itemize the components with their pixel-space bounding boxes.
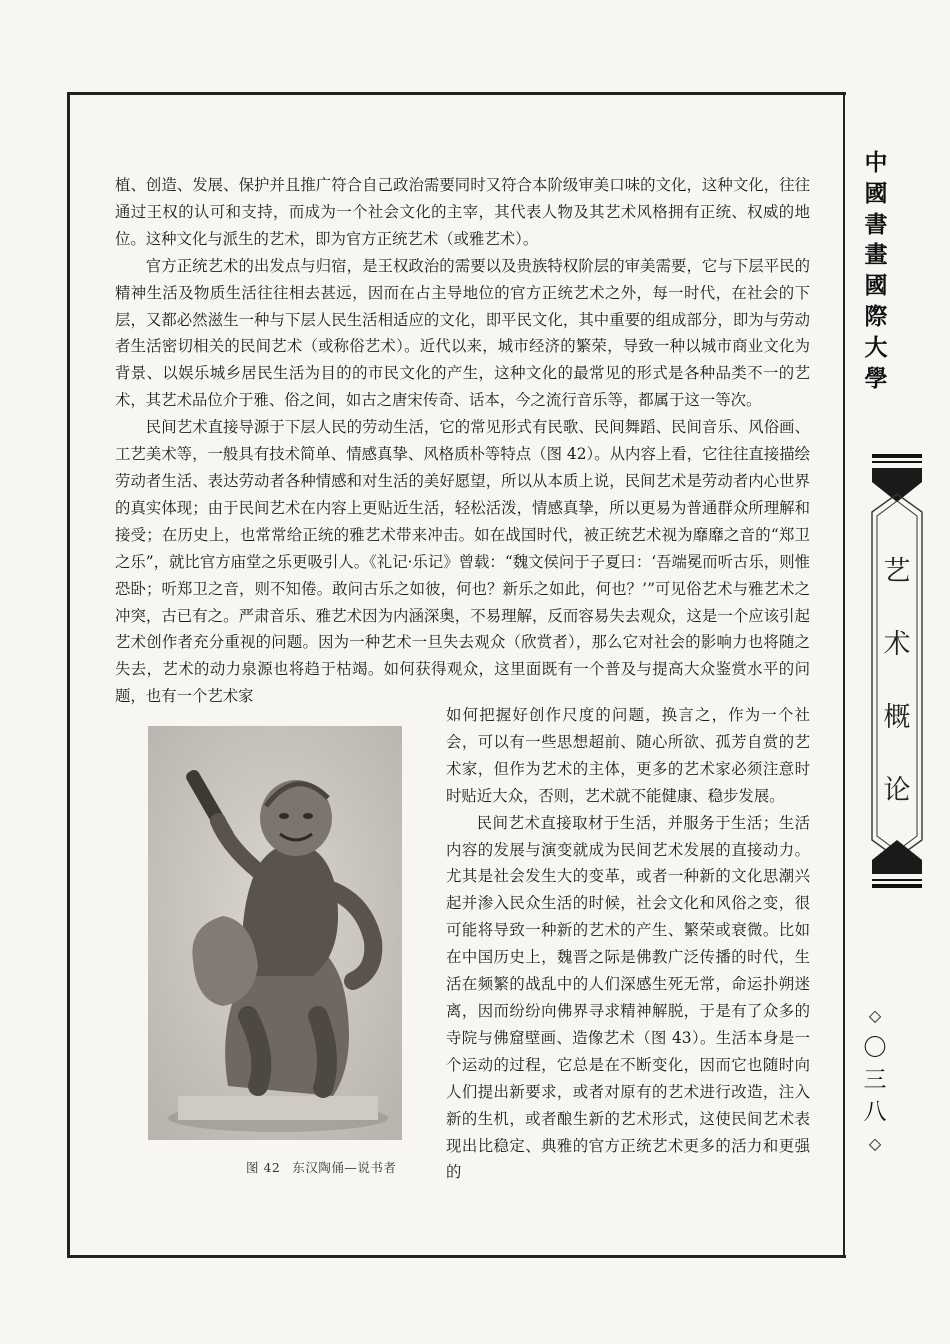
figure-caption <box>246 1158 396 1176</box>
page-number-char: 八 <box>863 1099 887 1125</box>
university-char: 國 <box>864 272 888 300</box>
university-char: 中 <box>864 149 888 176</box>
paragraph-3-continued: 如何把握好创作尺度的问题，换言之，作为一个社会，可以有一些思想超前、随心所欲、孤芳自赏的艺术家，但作为艺术的主体，更多的艺术家必须注意时时贴近大众，否则，艺术就不能健康、稳步发展。 <box>446 706 810 805</box>
diamond-icon: ◇ <box>868 1134 882 1153</box>
university-char: 學 <box>864 364 888 392</box>
diamond-icon: ◇ <box>868 1006 882 1025</box>
storyteller-figurine-illustration <box>148 726 402 1140</box>
page-number-char: 三 <box>863 1067 887 1093</box>
page-number-char: 〇 <box>863 1035 887 1061</box>
page-number-vertical <box>860 1000 890 1160</box>
main-text <box>115 172 810 710</box>
university-name-vertical <box>858 148 894 394</box>
book-title-char: 术 <box>883 629 911 660</box>
book-title-char: 艺 <box>883 556 911 587</box>
book-title-char: 论 <box>883 775 911 806</box>
paragraph-1: 植、创造、发展、保护并且推广符合自己政治需要同时又符合本阶级审美口味的文化，这种文化，往往通过王权的认可和支持，而成为一个社会文化的主宰，其代表人物及其艺术风格拥有正统、权威的地位。这种文化与派生的艺术，即为官方正统艺术（或雅艺术）。 <box>115 176 810 248</box>
university-char: 國 <box>864 179 888 207</box>
university-char: 大 <box>864 333 888 361</box>
university-char: 際 <box>864 302 888 330</box>
ornament-bottom-icon <box>868 832 926 890</box>
paragraph-4: 民间艺术直接取材于生活，并服务于生活；生活内容的发展与演变就成为民间艺术发展的直接动力。尤其是社会发生大的变革，或者一种新的文化思潮兴起并渗入民众生活的时候，社会文化和风俗之变，很可能将导致一种新的艺术的产生、繁荣或衰微。比如在中国历史上，魏晋之际是佛教广泛传播的时代，生活在频繁的战乱中的人们深感生死无常，命运扑朔迷离，因而纷纷向佛界寻求精神解脱，于是有了众多的寺院与佛窟壁画、造像艺术（图 43）。生活本身是一个运动的过程，它总是在不断变化，因而它也随时向人们提出新要求，或者对原有的艺术进行改造，注入新的生机，或者酿生新的艺术形式，这使民间艺术表现出比稳定、典雅的官方正统艺术更多的活力和更强的 <box>446 813 810 1182</box>
caption-number: 图 42 <box>246 1160 281 1175</box>
paragraph-3: 民间艺术直接导源于下层人民的劳动生活，它的常见形式有民歌、民间舞蹈、民间音乐、风俗画、工艺美术等，一般具有技术简单、情感真挚、风格质朴等特点（图 42）。从内容上看，它往往直接描绘劳动者生活、表达劳动者各种情感和对生活的美好愿望，所以从本质上说，民间艺术是劳动者内心世界的真实体现；由于民间艺术在内容上更贴近生活，轻松活泼，情感真挚，所以更易为普通群众所理解和接受；在历史上，也常常给正统的雅艺术带来冲击。如在战国时代，被正统艺术视为靡靡之音的“郑卫之乐”，就比官方庙堂之乐更吸引人。《礼记·乐记》曾载：“魏文侯问于子夏曰：‘吾端冕而听古乐，则惟恐卧；听郑卫之音，则不知倦。敢问古乐之如彼，何也？新乐之如此，何也？’”可见俗艺术与雅艺术之冲突，古已有之。严肃音乐、雅艺术因为内涵深奥，不易理解，反而容易失去观众，这是一个应该引起艺术创作者充分重视的问题。因为一种艺术一旦失去观众（欣赏者），那么它对社会的影响力也将随之失去，艺术的动力泉源也将趋于枯竭。如何获得观众，这里面既有一个普及与提高大众鉴赏水平的问题，也有一个艺术家 <box>115 418 811 706</box>
paragraph-2: 官方正统艺术的出发点与归宿，是王权政治的需要以及贵族特权阶层的审美需要，它与下层平民的精神生活及物质生活往往相去甚远，因而在占主导地位的官方正统艺术之外，每一时代，在社会的下层，又都必然滋生一种与下层人民生活相适应的文化，即平民文化，其中重要的组成部分，即为与劳动者生活密切相关的民间艺术（或称俗艺术）。近代以来，城市经济的繁荣，导致一种以城市商业文化为背景、以娱乐城乡居民生活为目的的市民文化的产生，这种文化的最常见的形式是各种品类不一的艺术，其艺术品位介于雅、俗之间，如古之唐宋传奇、话本，今之流行音乐等，都属于这一等次。 <box>115 256 810 410</box>
figure-42-image <box>148 726 402 1140</box>
frame-right-rule <box>843 92 845 1258</box>
book-title-char: 概 <box>883 702 911 733</box>
book-title-vertical <box>873 535 921 827</box>
wrapped-text <box>446 702 810 1186</box>
university-char: 書 <box>864 210 888 238</box>
caption-text: 东汉陶俑—说书者 <box>292 1160 397 1175</box>
university-char: 畫 <box>864 241 888 269</box>
